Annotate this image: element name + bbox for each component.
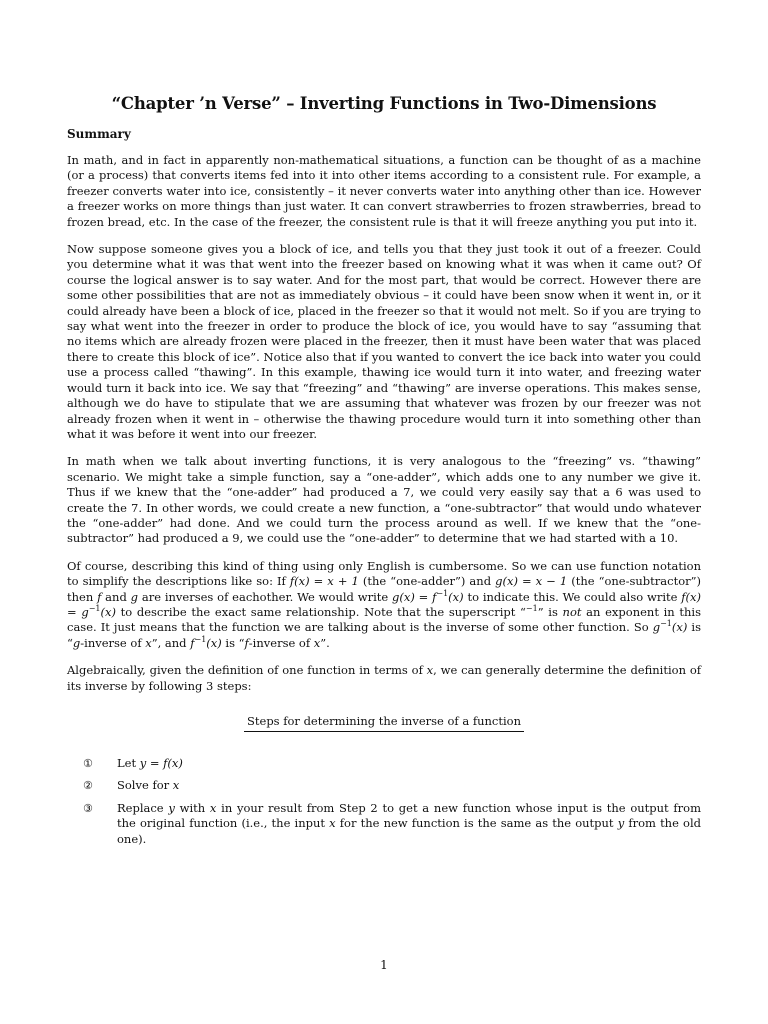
math-f: f <box>97 589 102 604</box>
paragraph-2: Now suppose someone gives you a block of ice, and tells you that they just took it out of a freezer. Could you determine what it was that went into the freezer based on knowing what it was when it came out? Of course the logical answer is to say water. And for the most part, that would be correct. However there are some other possibilities that are not as immediately obvious – it could have been snow when it went in, or it could already have been a block of ice, placed in the freezer so that it would not melt. So if you are trying to say what went into the freezer in order to produce the block of ice, you would have to say “assuming that no items which are already frozen were placed in the freezer, then it must have been water that was placed there to create this block of ice”. Notice also that if you wanted to convert the ice back into water you could use a process called “thawing”. In this example, thawing ice would turn it into water, and freezing water would turn it back into ice. We say that “freezing” and “thawing” are inverse operations. This makes sense, although we do have to stipulate that we are assuming that whatever was frozen by our freezer was not already frozen when it went in – otherwise the thawing procedure would turn it into something other than what it was before it went into our freezer. <box>67 242 701 441</box>
p4-text: ” is <box>537 604 563 619</box>
summary-heading: Summary <box>67 127 131 141</box>
p4-text: ”, and <box>151 635 191 650</box>
superscript: −1 <box>436 588 449 598</box>
paragraph-5 <box>67 663 701 694</box>
math-x: x <box>145 635 152 650</box>
superscript: −1 <box>88 604 101 614</box>
superscript: −1 <box>660 619 672 629</box>
emphasis-not: not <box>562 604 582 619</box>
step-text <box>117 778 179 793</box>
p4-text: (the “one-adder”) and <box>358 574 496 589</box>
math-expression: x <box>172 778 180 793</box>
math-f: f <box>190 635 195 650</box>
step-text <box>117 801 701 847</box>
document-page <box>67 94 701 854</box>
paragraph-3: In math when we talk about inverting functions, it is very analogous to the “freezing” vs. “thawing” scenario. We might take a simple function, say a “one-adder”, which adds one to any number we give it. Thus if we knew that the “one-adder” had produced a 7, we could very easily say that a 6 was used to create the 7. In other words, we could create a new function, a “one-subtractor” that would undo whatever the “one-adder” had done. And we could turn the process around as well. If we knew that the “one-subtractor” had produced a 9, we could use the “one-adder” to determine that we had started with a 10. <box>67 454 701 546</box>
step-text-part: in your result from Step 2 to get a new function whose input is the output from the original function (i.e., the input <box>117 800 701 831</box>
math-f-equals-ginv: f(x) = g <box>67 589 701 619</box>
step-3 <box>83 801 701 847</box>
math-arg: (x) <box>448 589 464 604</box>
math-expression: y <box>617 816 625 831</box>
math-x: x <box>426 663 434 678</box>
step-text-part: Let <box>117 756 140 770</box>
math-g: g <box>652 620 661 635</box>
step-number-3: ③ <box>83 801 93 815</box>
page-number: 1 <box>380 958 388 972</box>
math-expression: x <box>209 800 217 815</box>
paragraph-4 <box>67 559 701 651</box>
step-2 <box>83 778 701 793</box>
steps-heading-text: Steps for determining the inverse of a function <box>244 714 524 732</box>
page-title: “Chapter ’n Verse” – Inverting Functions in Two-Dimensions <box>111 94 657 113</box>
math-f-definition: f(x) = x + 1 <box>289 574 359 589</box>
p4-text: and <box>101 589 131 604</box>
math-g-definition: g(x) = x − 1 <box>495 574 568 589</box>
p4-text: is “ <box>67 620 701 650</box>
math-arg: (x) <box>671 620 688 635</box>
math-x: x <box>313 635 321 650</box>
p4-text: ”. <box>320 635 330 650</box>
step-text-part: Replace <box>117 800 169 815</box>
step-number-2: ② <box>83 779 93 793</box>
step-text <box>117 756 183 771</box>
p4-text: Of course, describing this kind of thing using only English is cumbersome. So we can use function notation to simplify the descriptions like so: If <box>67 558 701 589</box>
math-g: g <box>130 589 139 604</box>
step-1 <box>83 756 701 771</box>
math-arg: (x) <box>100 604 116 619</box>
math-expression: y = f(x) <box>139 756 183 770</box>
step-text-part: with <box>174 800 210 815</box>
math-f: f <box>244 635 249 650</box>
step-number-1: ① <box>83 757 93 770</box>
p5-text: Algebraically, given the definition of one function in terms of <box>67 663 427 678</box>
p4-text: is “ <box>221 635 245 650</box>
step-text-part: Solve for <box>117 778 173 793</box>
math-expression: x <box>329 816 336 831</box>
math-g-equals-finv: g(x) = f <box>392 589 437 604</box>
superscript: −1 <box>525 604 538 614</box>
p5-text: , we can generally determine the definition of its inverse by following 3 steps: <box>67 663 701 693</box>
p4-text: to indicate this. We could also write <box>463 589 682 604</box>
p4-text: -inverse of <box>248 635 314 650</box>
step-text-part: from the old one). <box>117 816 701 846</box>
p4-text: an exponent in this case. It just means that the function we are talking about is the inverse of some other function. So <box>67 604 701 635</box>
steps-list <box>67 756 701 847</box>
p4-text: to describe the exact same relationship. Note that the superscript “ <box>115 604 526 619</box>
math-expression: y <box>168 800 175 815</box>
math-g: g <box>72 635 81 650</box>
p4-text: (the “one-subtractor”) then <box>67 574 701 604</box>
p4-text: -inverse of <box>80 635 146 650</box>
steps-heading <box>67 714 701 732</box>
superscript: −1 <box>194 634 207 644</box>
p4-text: are inverses of eachother. We would write <box>138 589 392 604</box>
paragraph-1: In math, and in fact in apparently non-mathematical situations, a function can be thought of as a machine (or a process) that converts items fed into it into other items according to a consistent rule. For example, a freezer converts water into ice, consistently – it never converts water into anything other than ice. However a freezer works on more things than just water. It can convert strawberries to frozen strawberries, bread to frozen bread, etc. In the case of the freezer, the consistent rule is that it will freeze anything you put into it. <box>67 153 701 229</box>
step-text-part: for the new function is the same as the output <box>335 816 618 831</box>
math-arg: (x) <box>206 635 222 650</box>
